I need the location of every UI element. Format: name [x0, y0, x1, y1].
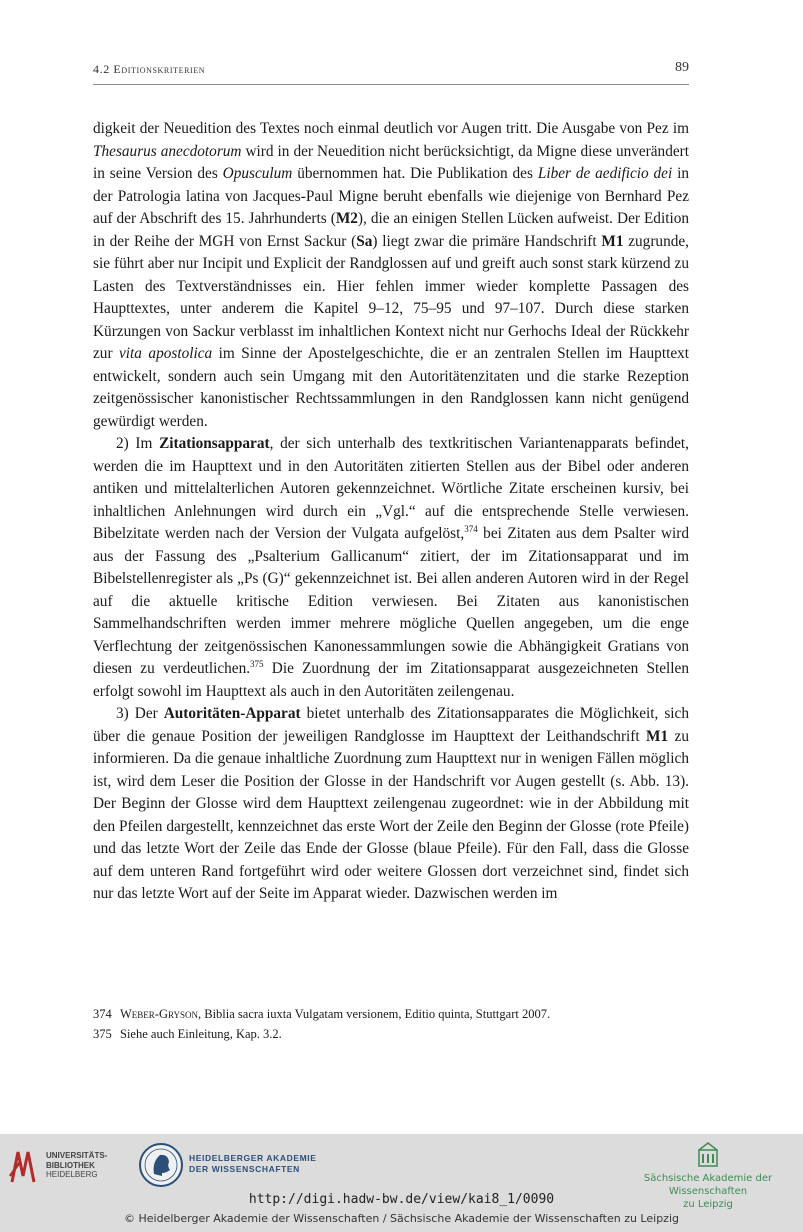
text-run: im Sinne der Apostelgeschichte, die er an zentralen Stellen im Haupttext entwickelt, sondern auch sein Umgang mit den Autoritätenzitaten und die starke Rezeption zeitgenössischer kanonistischer Rechtssammlungen in den Randglossen kann nicht genügend gewürdigt werden.: [93, 345, 690, 430]
footnotes: [93, 1004, 689, 1044]
footnote-text: , Biblia sacra iuxta Vulgatam versionem, Editio quinta, Stuttgart 2007.: [198, 1007, 551, 1021]
ub-line: HEIDELBERG: [46, 1170, 98, 1179]
saxon-academy-logo-icon: [698, 1142, 718, 1168]
text-run: zu informieren. Da die genaue inhaltliche Zuordnung zum Haupttext nur in wenigen Fällen möglich ist, wird dem Leser die Position der Glosse in der Handschrift vor Augen gestellt (s. Abb. 13). Der Beginn der Glosse wird dem Haupttext zeilengenau zugeordnet: wie in der Abbildung mit den Pfeilen dargestellt, kennzeichnet das erste Wort der Zeile den Beginn der Glosse (rote Pfeile) und das letzte Wort der Zeile das Ende der Glosse (blaue Pfeile). Für den Fall, dass die Glosse auf dem unteren Rand fortgeführt wird oder weitere Glossen dort verzeichnet sind, findet sich nur das letzte Wort auf der Seite im Apparat wieder. Dazwischen werden im: [93, 727, 689, 902]
ub-line: BIBLIOTHEK: [46, 1160, 95, 1170]
page-header: [93, 62, 689, 85]
paragraph-3: [93, 703, 689, 906]
footnote-374: [93, 1004, 689, 1024]
hadw-logo[interactable]: [138, 1140, 328, 1192]
footnote-author: Weber-Gryson: [120, 1007, 198, 1021]
text-run: wird in der Neuedition nicht berücksichtigt, da Migne diese unverändert in seine Version des: [93, 142, 689, 182]
footnote-number: 375: [93, 1027, 112, 1041]
saxon-line: zu Leipzig: [683, 1199, 733, 1210]
text-run: zugrunde, sie führt aber nur Incipit und Explicit der Randglossen auf und greift auch sonst stark kürzend zu Lasten des Textverständnisses ein. Hier fehlen immer wieder komplette Passagen des Haupttextes, unter anderem die Kapitel 9–12, 75–95 und 97–107. Durch diese starken Kürzungen von Sackur verblasst im inhaltlichen Kontext nicht nur Gerhochs Ideal der Rückkehr zur: [93, 232, 689, 362]
page-number: 89: [675, 60, 689, 75]
hadw-logo-text: [189, 1153, 317, 1175]
text-run: ) liegt zwar die primäre Handschrift: [372, 232, 602, 250]
ub-line: UNIVERSITÄTS-: [46, 1151, 108, 1160]
text-run: 3) Der: [116, 705, 164, 722]
hadw-line: HEIDELBERGER AKADEMIE: [189, 1153, 317, 1163]
text-run: 2) Im: [116, 435, 160, 452]
saxon-academy-logo[interactable]: [618, 1140, 798, 1210]
ub-heidelberg-logo[interactable]: [8, 1142, 128, 1192]
footnote-text: Siehe auch Einleitung, Kap. 3.2.: [120, 1027, 282, 1041]
footer-bar: [0, 1134, 803, 1232]
source-url-link[interactable]: http://digi.hadw-bw.de/view/kai8_1/0090: [248, 1192, 555, 1207]
text-run: in der Patrologia latina von Jacques-Paul Migne beruht ebenfalls wie diejenige von Bernhard Pez auf der Abschrift des 15. Jahrhunderts (: [93, 165, 689, 227]
text-run: ), die an einigen Stellen Lücken aufweist. Der Edition in der Reihe der MGH von Ernst Sackur (: [93, 210, 689, 250]
footnote-ref[interactable]: 374: [464, 524, 478, 534]
ub-heidelberg-logo-icon: [8, 1146, 38, 1186]
main-text: [93, 118, 689, 906]
footnote-ref[interactable]: 375: [250, 659, 264, 669]
italic-title: Thesaurus anecdotorum: [93, 142, 242, 160]
italic-title: Liber de aedificio dei: [537, 165, 673, 182]
siglum: M2: [335, 210, 358, 227]
text-run: , der sich unterhalb des textkritischen Variantenapparats befindet, werden die im Haupttext und in den Autoritäten zitierten Stellen aus der Bibel oder anderen antiken und mittelalterlichen Autoren gekennzeichnet. Wörtliche Zitate erscheinen kursiv, bei inhaltlichen Anlehnungen wird durch ein „Vgl.“ auf die entsprechende Stelle verwiesen. Bibelzitate werden nach der Version der Vulgata aufgelöst,: [93, 435, 689, 542]
ub-logo-text: [46, 1151, 107, 1180]
text-run: Die Zuordnung der im Zitationsapparat ausgezeichneten Stellen erfolgt sowohl im Haupttext als auch in den Autoritäten zeilengenau.: [93, 660, 689, 700]
text-run: digkeit der Neuedition des Textes noch einmal deutlich vor Augen tritt. Die Ausgabe von Pez im: [93, 120, 689, 137]
saxon-line: Sächsische Akademie der Wissenschaften: [643, 1173, 773, 1197]
running-head: 4.2 Editionskriterien: [93, 62, 206, 76]
paragraph-2: [93, 433, 689, 703]
siglum: M1: [646, 727, 669, 745]
hadw-seal-logo-icon: [138, 1142, 184, 1188]
bold-term: Zitationsapparat: [159, 435, 270, 452]
footnote-375: [93, 1024, 689, 1044]
siglum: M1: [601, 232, 624, 250]
paragraph-1: [93, 118, 689, 433]
hadw-line: DER WISSENSCHAFTEN: [189, 1164, 300, 1174]
copyright-notice: © Heidelberger Akademie der Wissenschaften / Sächsische Akademie der Wissenschaften zu Leipzig: [123, 1212, 679, 1225]
italic-title: Opusculum: [222, 165, 293, 182]
text-run: bei Zitaten aus dem Psalter wird aus der Fassung des „Psalterium Gallicanum“ zitiert, der im Zitationsapparat und im Bibelstellenregister als „Ps (G)“ gekennzeichnet ist. Bei allen anderen Autoren wird in der Regel auf die aktuelle kritische Edition verwiesen. Bei Zitaten aus kanonistischen Sammelhandschriften werden immer mehrere mögliche Quellen angegeben, um die enge Verflechtung der zeitgenössischen Kanonessammlungen sowie die Abhängigkeit Gratians von diesen zu verdeutlichen.: [93, 525, 689, 677]
siglum: Sa: [356, 232, 373, 250]
bold-term: Autoritäten-Apparat: [163, 705, 301, 722]
italic-term: vita apostolica: [119, 345, 213, 362]
text-run: übernommen hat. Die Publikation des: [292, 165, 538, 182]
footnote-number: 374: [93, 1007, 112, 1021]
text-run: bietet unterhalb des Zitationsapparates die Möglichkeit, sich über die genaue Position der jeweiligen Randglosse im Haupttext der Leithandschrift: [93, 705, 689, 745]
